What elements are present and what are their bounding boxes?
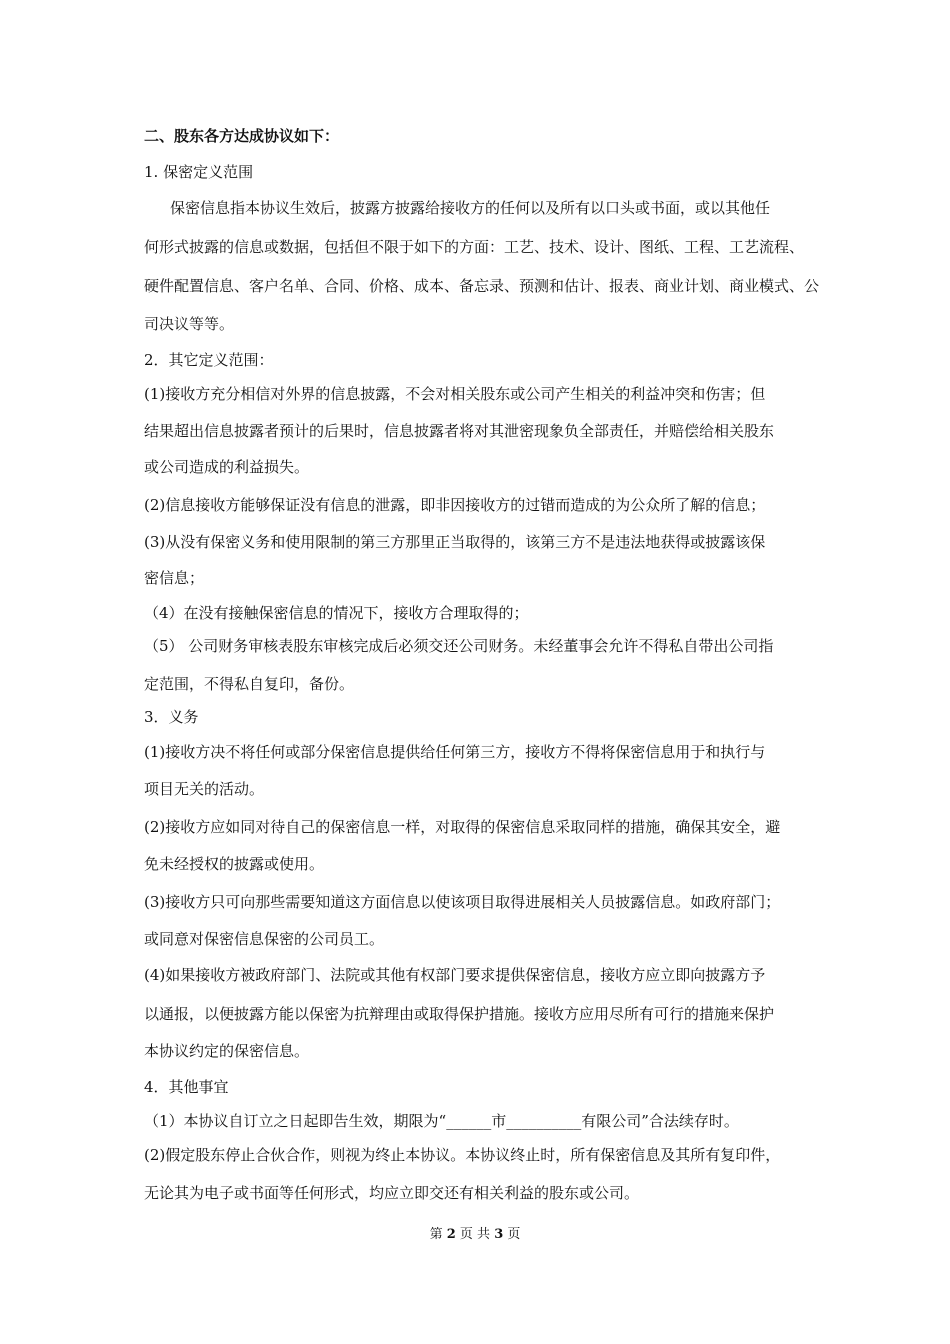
paragraph-line: 或公司造成的利益损失。 [144,458,310,476]
paragraph-line: (2)假定股东停止合伙合作，则视为终止本协议。本协议终止时，所有保密信息及其所有复印件， [144,1146,781,1164]
page-footer [0,1226,950,1244]
paragraph-line: （5） 公司财务审核表股东审核完成后必须交还公司财务。未经董事会允许不得私自带出公司指 [144,637,774,655]
page-number: 2 [446,1227,456,1242]
paragraph-line: (1)接收方充分相信对外界的信息披露，不会对相关股东或公司产生相关的利益冲突和伤害；但 [144,385,766,403]
paragraph-line: 何形式披露的信息或数据，包括但不限于如下的方面：工艺、技术、设计、图纸、工程、工艺流程、 [144,238,805,256]
section-heading: 二、股东各方达成协议如下： [144,127,340,145]
paragraph-line: 硬件配置信息、客户名单、合同、价格、成本、备忘录、预测和估计、报表、商业计划、商业模式、公 [144,277,820,295]
section-4-title: 4．其他事宜 [144,1078,229,1096]
paragraph-line: （1）本协议自订立之日起即告生效，期限为“______市__________有限公司”合法续存时。 [144,1112,739,1130]
paragraph-line: (3)从没有保密义务和使用限制的第三方那里正当取得的，该第三方不是违法地获得或披露该保 [144,533,766,551]
paragraph-line: 以通报，以便披露方能以保密为抗辩理由或取得保护措施。接收方应用尽所有可行的措施来保护 [144,1005,775,1023]
paragraph-line: 结果超出信息披露者预计的后果时，信息披露者将对其泄密现象负全部责任，并赔偿给相关股东 [144,422,775,440]
paragraph-line: 免未经授权的披露或使用。 [144,855,325,873]
paragraph-line: (3)接收方只可向那些需要知道这方面信息以使该项目取得进展相关人员披露信息。如政府部门； [144,893,781,911]
paragraph-line: (2)接收方应如同对待自己的保密信息一样，对取得的保密信息采取同样的措施，确保其安全，避 [144,818,781,836]
section-2-title: 2．其它定义范围： [144,351,274,369]
footer-suffix: 页 [507,1227,521,1242]
paragraph-line: 司决议等等。 [144,315,235,333]
paragraph-line: (1)接收方决不将任何或部分保密信息提供给任何第三方，接收方不得将保密信息用于和执行与 [144,743,766,761]
paragraph-line: 定范围，不得私自复印，备份。 [144,675,355,693]
paragraph-line: (4)如果接收方被政府部门、法院或其他有权部门要求提供保密信息，接收方应立即向披露方予 [144,966,766,984]
section-3-title: 3．义务 [144,708,199,726]
paragraph-line: 无论其为电子或书面等任何形式，均应立即交还有相关利益的股东或公司。 [144,1184,640,1202]
paragraph-line: 保密信息指本协议生效后，披露方披露给接收方的任何以及所有以口头或书面，或以其他任 [170,199,771,217]
paragraph-line: 本协议约定的保密信息。 [144,1042,310,1060]
paragraph-line: 项目无关的活动。 [144,780,265,798]
paragraph-line: （4）在没有接触保密信息的情况下，接收方合理取得的； [144,604,529,622]
footer-mid: 页 共 [459,1227,491,1242]
paragraph-line: (2)信息接收方能够保证没有信息的泄露，即非因接收方的过错而造成的为公众所了解的信息； [144,496,766,514]
footer-prefix: 第 [429,1227,443,1242]
section-1-title: 1. 保密定义范围 [144,163,254,181]
paragraph-line: 或同意对保密信息保密的公司员工。 [144,930,385,948]
page-total: 3 [494,1227,504,1242]
paragraph-line: 密信息； [144,569,205,587]
